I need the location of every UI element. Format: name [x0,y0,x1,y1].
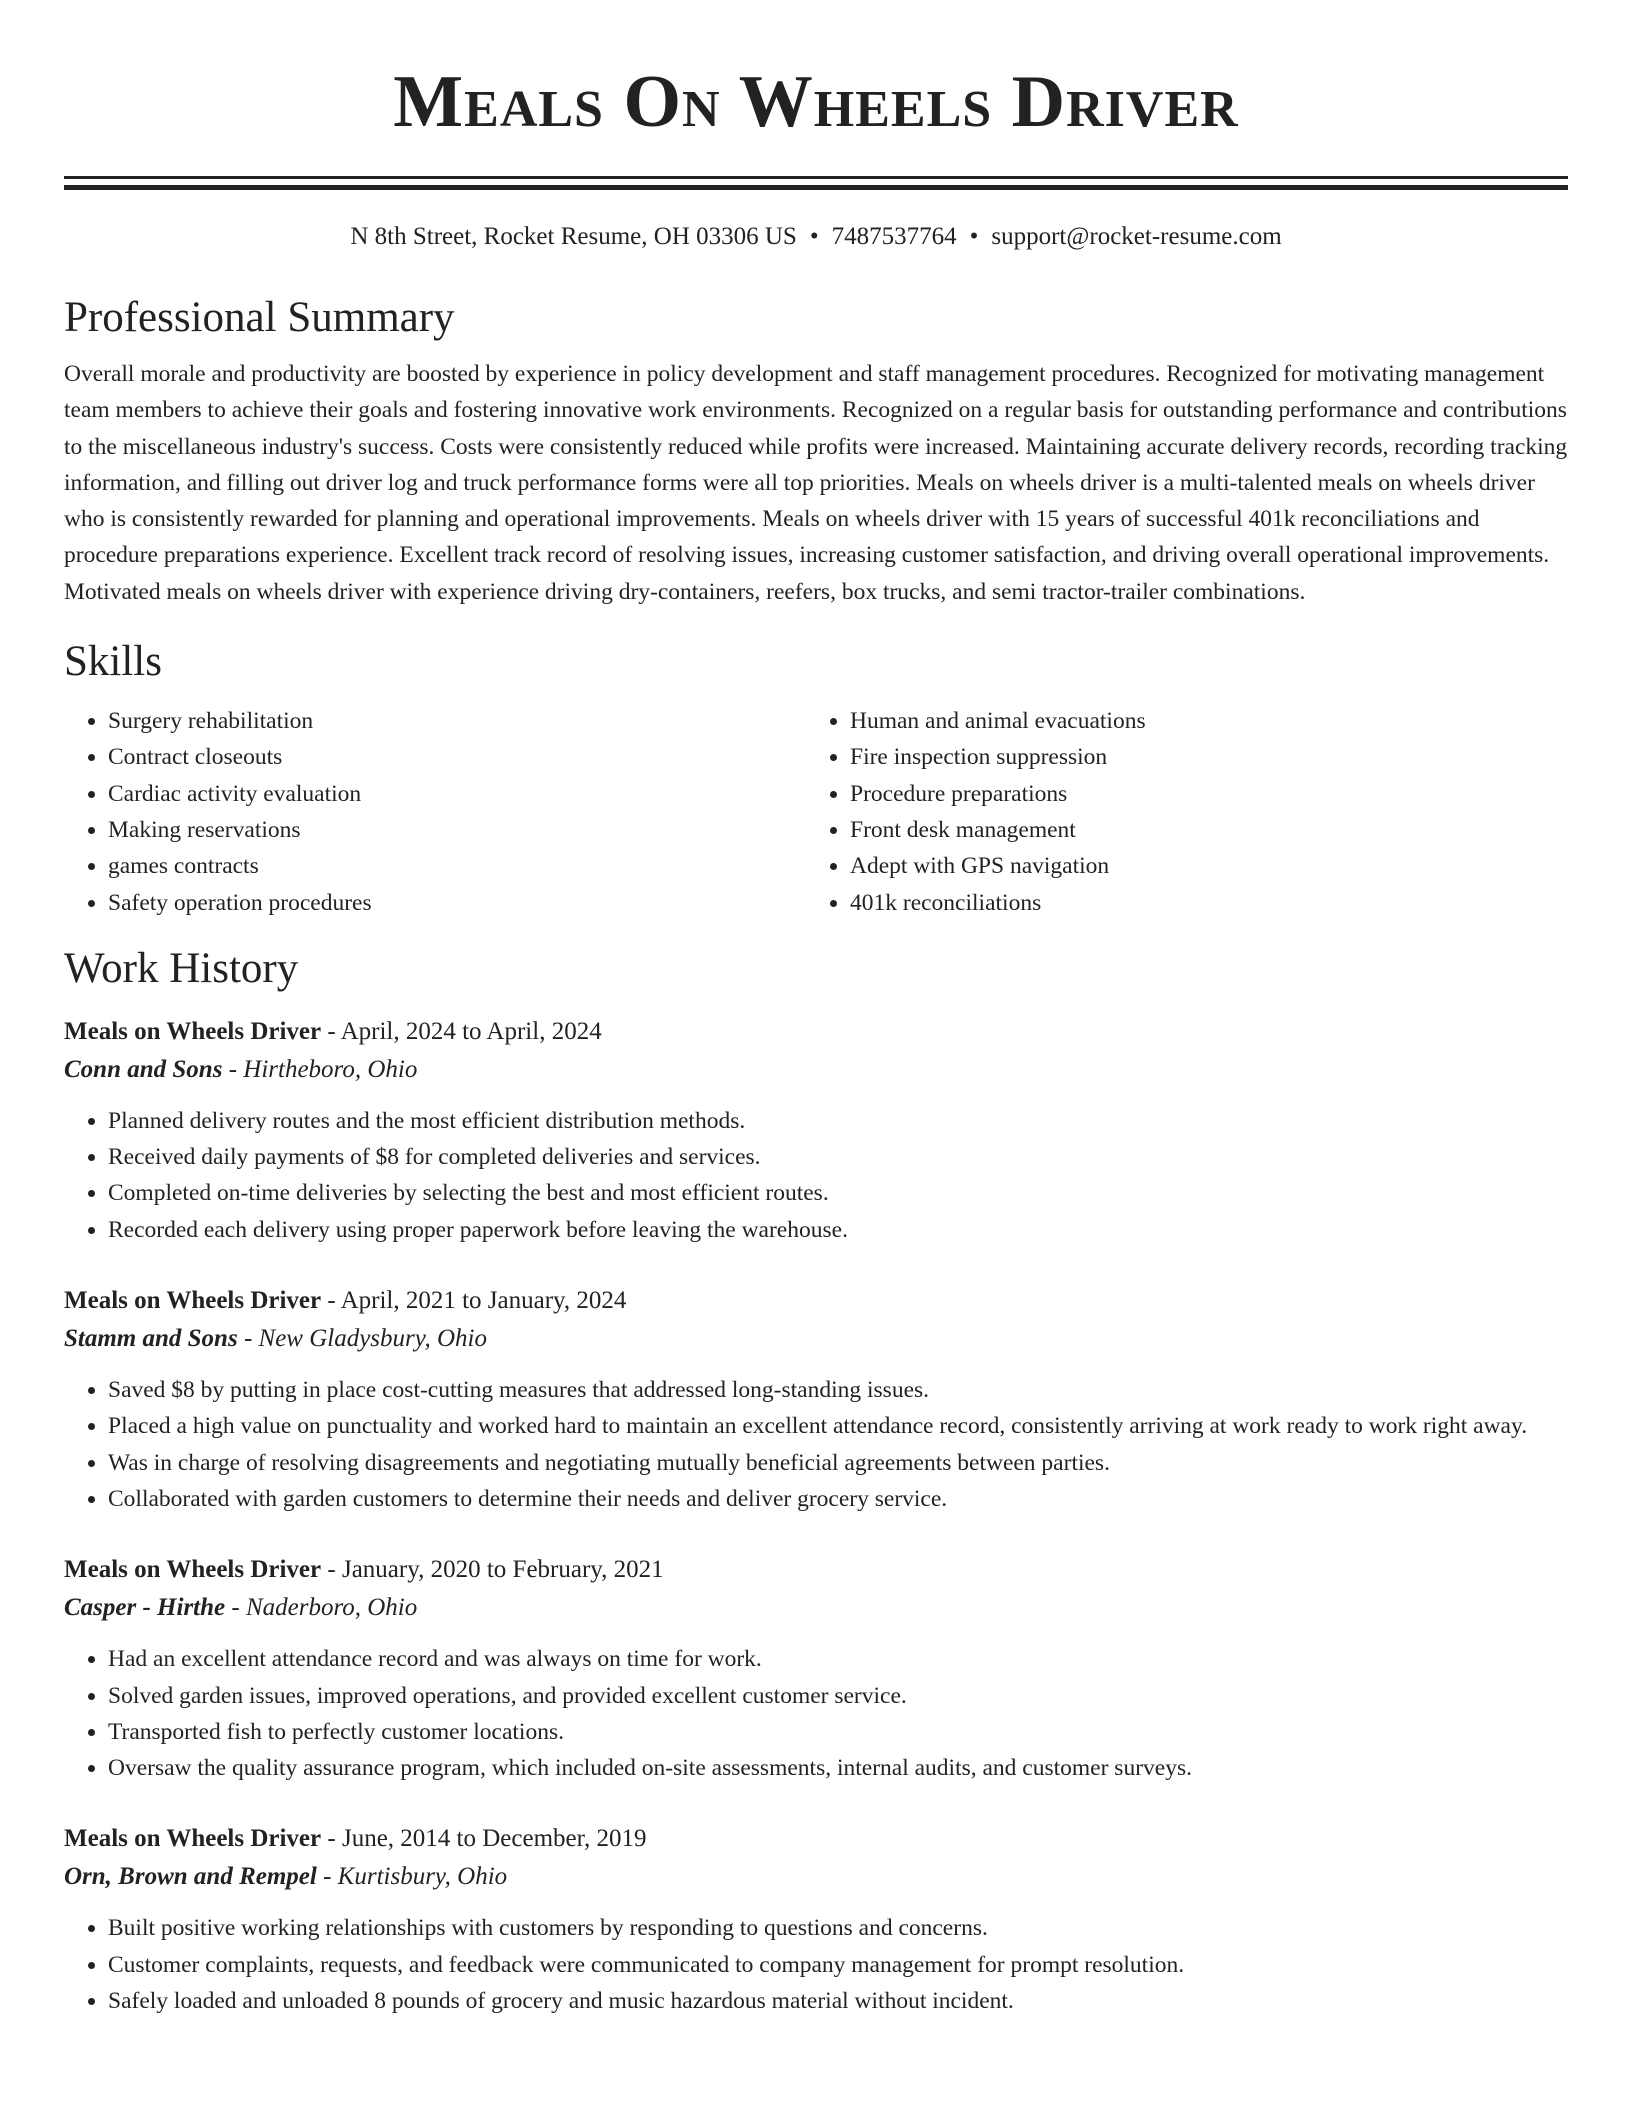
skill-item: • Safety operation procedures [108,885,806,921]
job-bullet: • Was in charge of resolving disagreements and negotiating mutually beneficial agreements between parties. [108,1445,1568,1481]
job-bullet: • Planned delivery routes and the most efficient distribution methods. [108,1103,1568,1139]
skills-heading: Skills [64,638,162,686]
job-dates: - April, 2021 to January, 2024 [321,1287,627,1315]
job-location: - Naderboro, Ohio [225,1594,418,1622]
job-entry [64,1013,1568,1248]
contact-line [64,220,1568,254]
skill-item: • Making reservations [108,812,806,848]
job-title-line [64,1551,1568,1589]
skill-item: • Procedure preparations [850,776,1550,812]
skills-list-right [806,703,1550,921]
skill-item: • Surgery rehabilitation [108,703,806,739]
job-dates: - January, 2020 to February, 2021 [321,1556,664,1584]
summary-text: Overall morale and productivity are boosted by experience in policy development and staff management procedures. Recognized for motivating management team members to achieve their goals and fostering innovative work environments. Recognized on a regular basis for outstanding performance and contributions to the miscellaneous industry's success. Costs were consistently reduced while profits were increased. Maintaining accurate delivery records, recording tracking information, and filling out driver log and truck performance forms were all top priorities. Meals on wheels driver is a multi-talented meals on wheels driver who is consistently rewarded for planning and operational improvements. Meals on wheels driver with 15 years of successful 401k reconciliations and procedure preparations experience. Excellent track record of resolving issues, increasing customer satisfaction, and driving overall operational improvements. Motivated meals on wheels driver with experience driving dry-containers, reefers, box trucks, and semi tractor-trailer combinations. [64,361,1568,605]
job-bullet: • Completed on-time deliveries by selecting the best and most efficient routes. [108,1175,1568,1211]
job-role: Meals on Wheels Driver [64,1825,322,1853]
contact-separator: • [969,223,979,250]
job-company-line [64,1589,1568,1627]
job-bullet: • Placed a high value on punctuality and worked hard to maintain an excellent attendance record, consistently arriving at work ready to work right away. [108,1408,1568,1444]
skill-item: • games contracts [108,848,806,884]
job-bullet: • Safely loaded and unloaded 8 pounds of grocery and music hazardous material without incident. [108,1983,1568,2019]
skills-list-left [64,703,806,921]
job-location: - Kurtisbury, Ohio [316,1863,508,1891]
skill-item: • Contract closeouts [108,739,806,775]
job-company: Casper - Hirthe [64,1594,226,1622]
header-rule-thick [64,185,1568,190]
job-title-line [64,1013,1568,1051]
job-bullet: • Received daily payments of $8 for completed deliveries and services. [108,1139,1568,1175]
resume-page [64,0,1568,2019]
skill-item: • 401k reconciliations [850,885,1550,921]
job-entry [64,1551,1568,1786]
job-bullets [64,1372,1568,1517]
job-bullet: • Transported fish to perfectly customer locations. [108,1714,1568,1750]
job-entry [64,1820,1568,2019]
job-bullet: • Collaborated with garden customers to determine their needs and deliver grocery service. [108,1481,1568,1517]
job-bullet: • Built positive working relationships with customers by responding to questions and concerns. [108,1910,1568,1946]
job-role: Meals on Wheels Driver [64,1556,322,1584]
contact-phone: 7487537764 [831,223,957,250]
skill-item: • Fire inspection suppression [850,739,1550,775]
job-bullets [64,1641,1568,1786]
job-company-line [64,1051,1568,1089]
job-company: Orn, Brown and Rempel [64,1863,317,1891]
contact-email: support@rocket-resume.com [991,223,1282,250]
job-bullet: • Solved garden issues, improved operations, and provided excellent customer service. [108,1678,1568,1714]
job-company-line [64,1320,1568,1358]
contact-address: N 8th Street, Rocket Resume, OH 03306 US [350,223,797,250]
job-company-line [64,1858,1568,1896]
job-title-line [64,1820,1568,1858]
skill-item: • Human and animal evacuations [850,703,1550,739]
job-dates: - June, 2014 to December, 2019 [321,1825,647,1853]
job-bullet: • Saved $8 by putting in place cost-cutting measures that addressed long-standing issues. [108,1372,1568,1408]
skill-item: • Cardiac activity evaluation [108,776,806,812]
job-bullets [64,1910,1568,2019]
job-bullet: • Customer complaints, requests, and feedback were communicated to company management for prompt resolution. [108,1947,1568,1983]
summary-heading: Professional Summary [64,294,455,341]
job-title-line [64,1282,1568,1320]
job-bullet: • Oversaw the quality assurance program, which included on-site assessments, internal audits, and customer surveys. [108,1750,1568,1786]
skill-item: • Adept with GPS navigation [850,848,1550,884]
job-bullet: • Had an excellent attendance record and was always on time for work. [108,1641,1568,1677]
job-dates: - April, 2024 to April, 2024 [321,1017,602,1045]
skills-columns [64,703,1568,921]
job-role: Meals on Wheels Driver [64,1287,322,1315]
job-bullets [64,1103,1568,1248]
resume-name-heading: Meals On Wheels Driver [393,61,1239,143]
job-location: - Hirtheboro, Ohio [222,1055,418,1083]
work-history-heading: Work History [64,944,299,992]
contact-separator: • [809,223,819,250]
header-rule-thin [64,176,1568,179]
job-location: - New Gladysbury, Ohio [237,1325,487,1353]
job-role: Meals on Wheels Driver [64,1017,322,1045]
skill-item: • Front desk management [850,812,1550,848]
job-bullet: • Recorded each delivery using proper paperwork before leaving the warehouse. [108,1212,1568,1248]
job-company: Conn and Sons [64,1055,223,1083]
job-company: Stamm and Sons [64,1325,238,1353]
job-entry [64,1282,1568,1517]
